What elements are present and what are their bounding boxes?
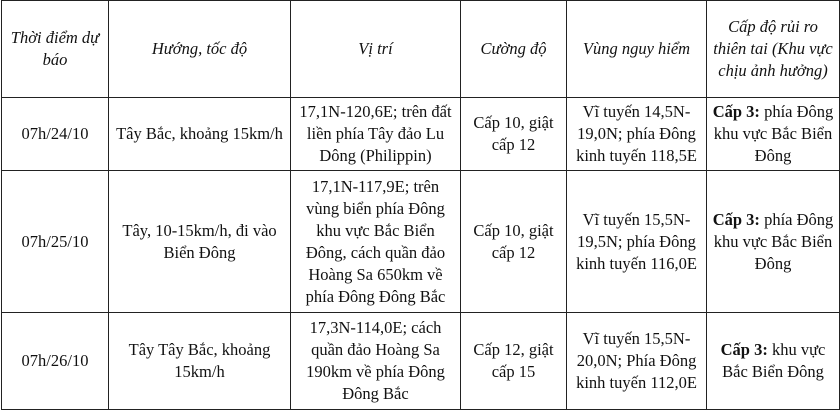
cell-position: 17,3N-114,0E; cách quần đảo Hoàng Sa 190km về phía Đông Đông Bắc (291, 313, 461, 410)
cell-intensity: Cấp 12, giật cấp 15 (461, 313, 567, 410)
forecast-table (1, 0, 840, 410)
header-risk-level: Cấp độ rủi ro thiên tai (Khu vực chịu ảnh hưởng) (707, 1, 840, 98)
header-position: Vị trí (291, 1, 461, 98)
risk-area-text: khu vực Bắc Biển Đông (722, 340, 826, 381)
cell-danger-zone: Vĩ tuyến 14,5N-19,0N; phía Đông kinh tuyến 118,5E (567, 98, 707, 171)
cell-time: 07h/25/10 (2, 171, 109, 313)
header-direction-speed: Hướng, tốc độ (109, 1, 291, 98)
cell-danger-zone: Vĩ tuyến 15,5N-19,5N; phía Đông kinh tuyến 116,0E (567, 171, 707, 313)
cell-risk (707, 313, 840, 410)
cell-position: 17,1N-117,9E; trên vùng biển phía Đông khu vực Bắc Biển Đông, cách quần đảo Hoàng Sa 650km về phía Đông Đông Bắc (291, 171, 461, 313)
header-danger-zone: Vùng nguy hiểm (567, 1, 707, 98)
table-row (2, 171, 840, 313)
cell-intensity: Cấp 10, giật cấp 12 (461, 171, 567, 313)
cell-position: 17,1N-120,6E; trên đất liền phía Tây đảo Lu Dông (Philippin) (291, 98, 461, 171)
cell-danger-zone: Vĩ tuyến 15,5N-20,0N; Phía Đông kinh tuyến 112,0E (567, 313, 707, 410)
risk-area-text: phía Đông khu vực Bắc Biển Đông (713, 102, 834, 165)
header-intensity: Cường độ (461, 1, 567, 98)
cell-risk (707, 171, 840, 313)
risk-level-label: Cấp 3: (712, 102, 760, 121)
cell-direction: Tây, 10-15km/h, đi vào Biển Đông (109, 171, 291, 313)
cell-risk (707, 98, 840, 171)
risk-level-label: Cấp 3: (712, 209, 760, 229)
cell-intensity: Cấp 10, giật cấp 12 (461, 98, 567, 171)
header-row (2, 1, 840, 98)
cell-time: 07h/24/10 (2, 98, 109, 171)
cell-direction: Tây Bắc, khoảng 15km/h (109, 98, 291, 171)
risk-area-text: phía Đông khu vực Bắc Biển Đông (713, 209, 834, 273)
header-forecast-time: Thời điểm dự báo (2, 1, 109, 98)
cell-direction: Tây Tây Bắc, khoảng 15km/h (109, 313, 291, 410)
cell-time: 07h/26/10 (2, 313, 109, 410)
table-row (2, 313, 840, 410)
table-row (2, 98, 840, 171)
risk-level-label: Cấp 3: (720, 340, 768, 359)
